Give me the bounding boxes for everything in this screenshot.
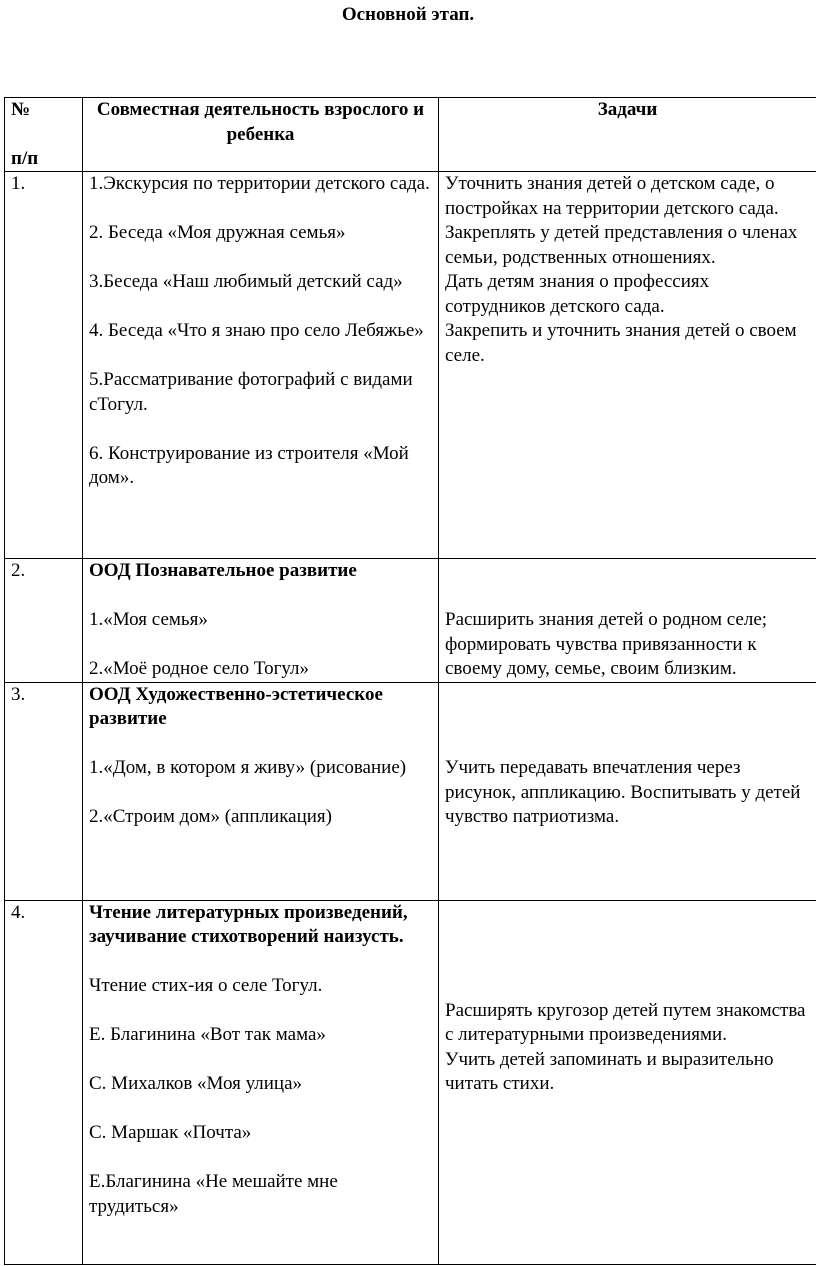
activity-item: 2. Беседа «Моя дружная семья» bbox=[89, 222, 346, 243]
activity-heading: Чтение литературных произведений, заучивание стихотворений наизусть. bbox=[89, 901, 408, 947]
task-item: Учить детей запоминать и выразительно читать стихи. bbox=[445, 1048, 774, 1094]
task-item: Уточнить знания детей о детском саде, о постройках на территории детского сада. bbox=[445, 173, 779, 219]
activity-item: Е.Благинина «Не мешайте мне трудиться» bbox=[89, 1171, 338, 1217]
tasks-cell bbox=[439, 559, 816, 683]
table-row bbox=[5, 559, 816, 683]
task-item: Учить передавать впечатления через рисунок, аппликацию. Воспитывать у детей чувство патриотизма. bbox=[445, 757, 801, 827]
activity-item: С. Михалков «Моя улица» bbox=[89, 1073, 303, 1094]
task-item: Расширять кругозор детей путем знакомства с литературными произведениями. bbox=[445, 999, 806, 1045]
activity-item: 5.Рассматривание фотографий с видами сТогул. bbox=[89, 369, 413, 415]
activity-item: 1.Экскурсия по территории детского сада. bbox=[89, 173, 430, 194]
row-number: 1. bbox=[5, 172, 83, 559]
activity-cell bbox=[83, 682, 439, 900]
header-activity-cell: Совместная деятельность взрослого и ребенка bbox=[83, 98, 439, 172]
activity-cell bbox=[83, 172, 439, 559]
row-number: 4. bbox=[5, 900, 83, 1264]
activity-item: 4. Беседа «Что я знаю про село Лебяжье» bbox=[89, 320, 424, 341]
activity-item: 3.Беседа «Наш любимый детский сад» bbox=[89, 271, 403, 292]
activity-item: 6. Конструирование из строителя «Мой дом». bbox=[89, 442, 409, 488]
activity-cell bbox=[83, 559, 439, 683]
task-item: Расширить знания детей о родном селе; формировать чувства привязанности к своему дому, семье, своим близким. bbox=[445, 609, 768, 679]
plan-table bbox=[4, 97, 816, 1265]
table-row bbox=[5, 682, 816, 900]
tasks-cell bbox=[439, 682, 816, 900]
activity-item: 2.«Моё родное село Тогул» bbox=[89, 658, 310, 679]
row-number: 3. bbox=[5, 682, 83, 900]
activity-heading: ООД Художественно-эстетическое развитие bbox=[89, 683, 383, 729]
header-number-cell bbox=[5, 98, 83, 172]
tasks-cell bbox=[439, 900, 816, 1264]
page-title: Основной этап. bbox=[341, 4, 475, 25]
activity-heading: ООД Познавательное развитие bbox=[89, 560, 357, 581]
header-number-symbol: № bbox=[11, 99, 31, 120]
row-number: 2. bbox=[5, 559, 83, 683]
header-tasks-cell: Задачи bbox=[439, 98, 816, 172]
task-item: Закреплять у детей представления о членах семьи, родственных отношениях. bbox=[445, 222, 798, 268]
activity-cell bbox=[83, 900, 439, 1264]
task-item: Закрепить и уточнить знания детей о своем селе. bbox=[445, 320, 797, 366]
table-row bbox=[5, 900, 816, 1264]
table-row bbox=[5, 172, 816, 559]
activity-item: 2.«Строим дом» (аппликация) bbox=[89, 806, 333, 827]
task-item: Дать детям знания о профессиях сотрудников детского сада. bbox=[445, 271, 710, 317]
activity-item: 1.«Моя семья» bbox=[89, 609, 208, 630]
activity-item: 1.«Дом, в котором я живу» (рисование) bbox=[89, 757, 407, 778]
activity-item: С. Маршак «Почта» bbox=[89, 1122, 252, 1143]
table-header-row bbox=[5, 98, 816, 172]
activity-item: Чтение стих-ия о селе Тогул. bbox=[89, 975, 323, 996]
activity-item: Е. Благинина «Вот так мама» bbox=[89, 1024, 326, 1045]
header-number-label: п/п bbox=[11, 147, 39, 169]
tasks-cell bbox=[439, 172, 816, 559]
